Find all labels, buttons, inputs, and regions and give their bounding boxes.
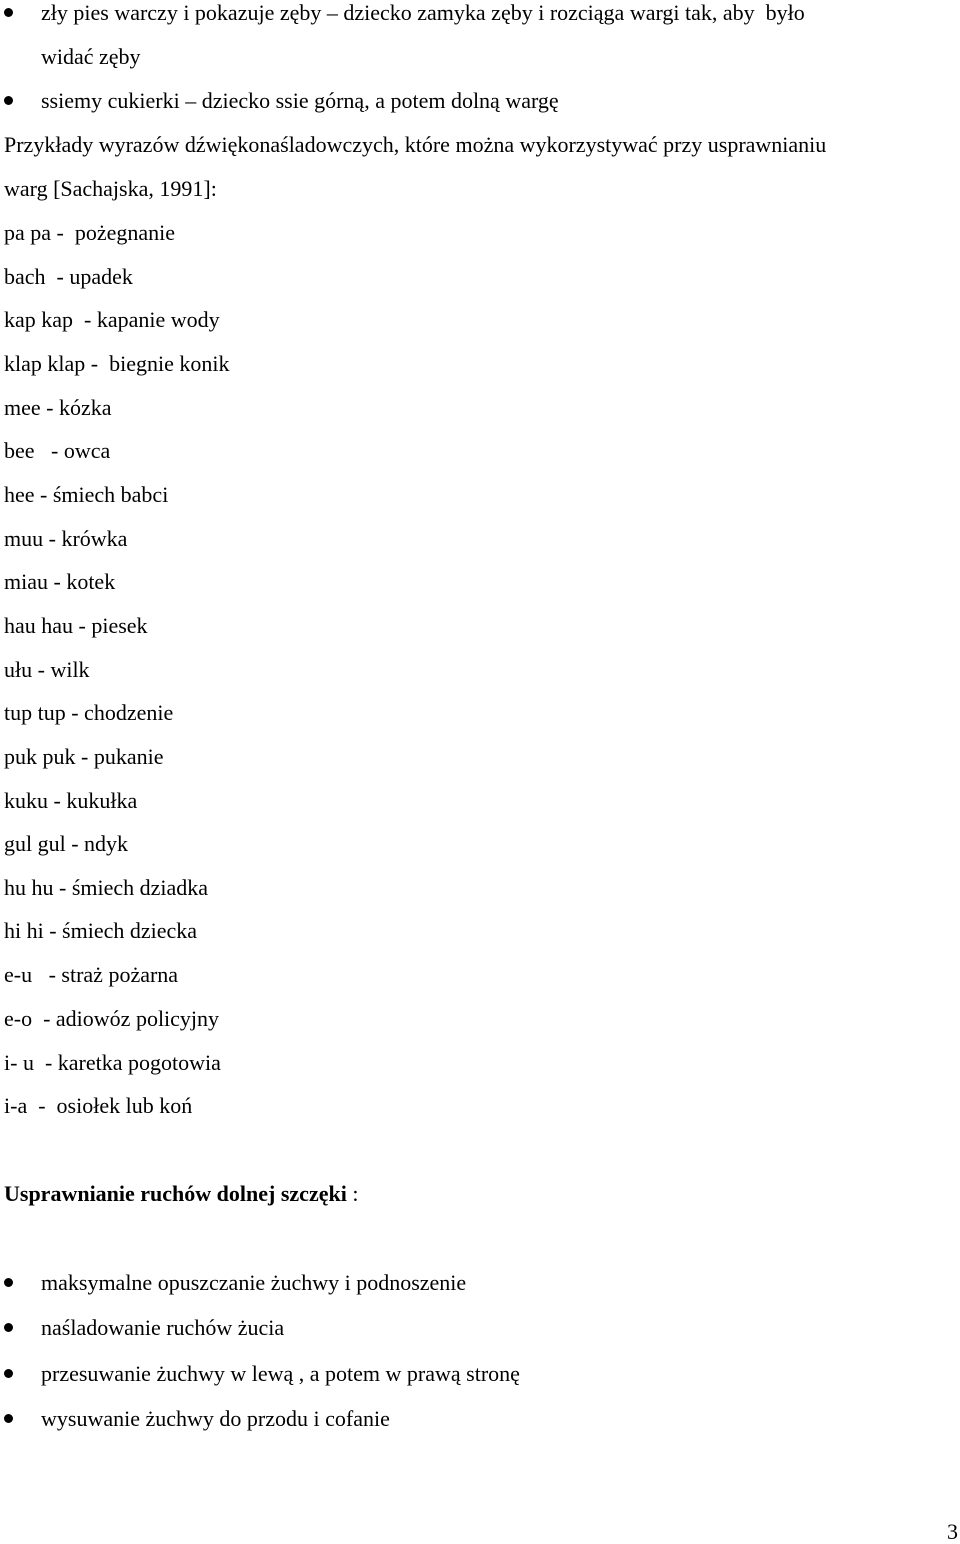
- example-line: e-o - adiowóz policyjny: [4, 1006, 220, 1031]
- example-line: mee - kózka: [4, 395, 112, 420]
- example-line: kuku - kukułka: [4, 788, 138, 813]
- example-line: i- u - karetka pogotowia: [4, 1050, 221, 1075]
- bullet-icon: [4, 1278, 13, 1287]
- bullet-text: przesuwanie żuchwy w lewą , a potem w prawą stronę: [41, 1361, 520, 1386]
- bullet-icon: [4, 1369, 13, 1378]
- example-line: hau hau - piesek: [4, 613, 148, 638]
- example-line: klap klap - biegnie konik: [4, 351, 230, 376]
- list-item: [0, 1315, 285, 1341]
- paragraph-line: warg [Sachajska, 1991]:: [4, 176, 217, 201]
- example-line: gul gul - ndyk: [4, 831, 129, 856]
- example-line: bee - owca: [4, 438, 111, 463]
- bullet-text: wysuwanie żuchwy do przodu i cofanie: [41, 1406, 390, 1431]
- example-line: hee - śmiech babci: [4, 482, 169, 507]
- page-number: 3: [947, 1519, 958, 1544]
- bullet-text: maksymalne opuszczanie żuchwy i podnoszenie: [41, 1270, 467, 1295]
- example-line: ułu - wilk: [4, 657, 90, 682]
- list-item: [0, 0, 805, 26]
- example-line: kap kap - kapanie wody: [4, 307, 220, 332]
- bullet-text: naśladowanie ruchów żucia: [41, 1315, 285, 1340]
- example-line: muu - krówka: [4, 526, 128, 551]
- bullet-icon: [4, 8, 13, 17]
- example-line: puk puk - pukanie: [4, 744, 164, 769]
- bullet-text: zły pies warczy i pokazuje zęby – dziecko zamyka zęby i rozciąga wargi tak, aby było: [41, 0, 805, 25]
- section-heading-colon: :: [346, 1181, 359, 1206]
- example-line: e-u - straż pożarna: [4, 962, 179, 987]
- bullet-icon: [4, 1414, 13, 1423]
- list-item: [0, 1406, 390, 1432]
- example-line: tup tup - chodzenie: [4, 700, 174, 725]
- paragraph-line: Przykłady wyrazów dźwiękonaśladowczych, które można wykorzystywać przy usprawnianiu: [4, 132, 827, 157]
- section-heading: [4, 1181, 358, 1207]
- example-line: hi hi - śmiech dziecka: [4, 918, 198, 943]
- example-line: i-a - osiołek lub koń: [4, 1093, 193, 1118]
- bullet-text: ssiemy cukierki – dziecko ssie górną, a potem dolną wargę: [41, 88, 559, 113]
- example-line: miau - kotek: [4, 569, 116, 594]
- list-item: [0, 1270, 467, 1296]
- list-item: [0, 88, 559, 114]
- section-heading-bold: Usprawnianie ruchów dolnej szczęki: [4, 1181, 347, 1206]
- list-item: [0, 1361, 520, 1387]
- example-line: pa pa - pożegnanie: [4, 220, 176, 245]
- bullet-icon: [4, 96, 13, 105]
- bullet-continuation: widać zęby: [41, 44, 141, 69]
- example-line: hu hu - śmiech dziadka: [4, 875, 209, 900]
- bullet-icon: [4, 1323, 13, 1332]
- example-line: bach - upadek: [4, 264, 133, 289]
